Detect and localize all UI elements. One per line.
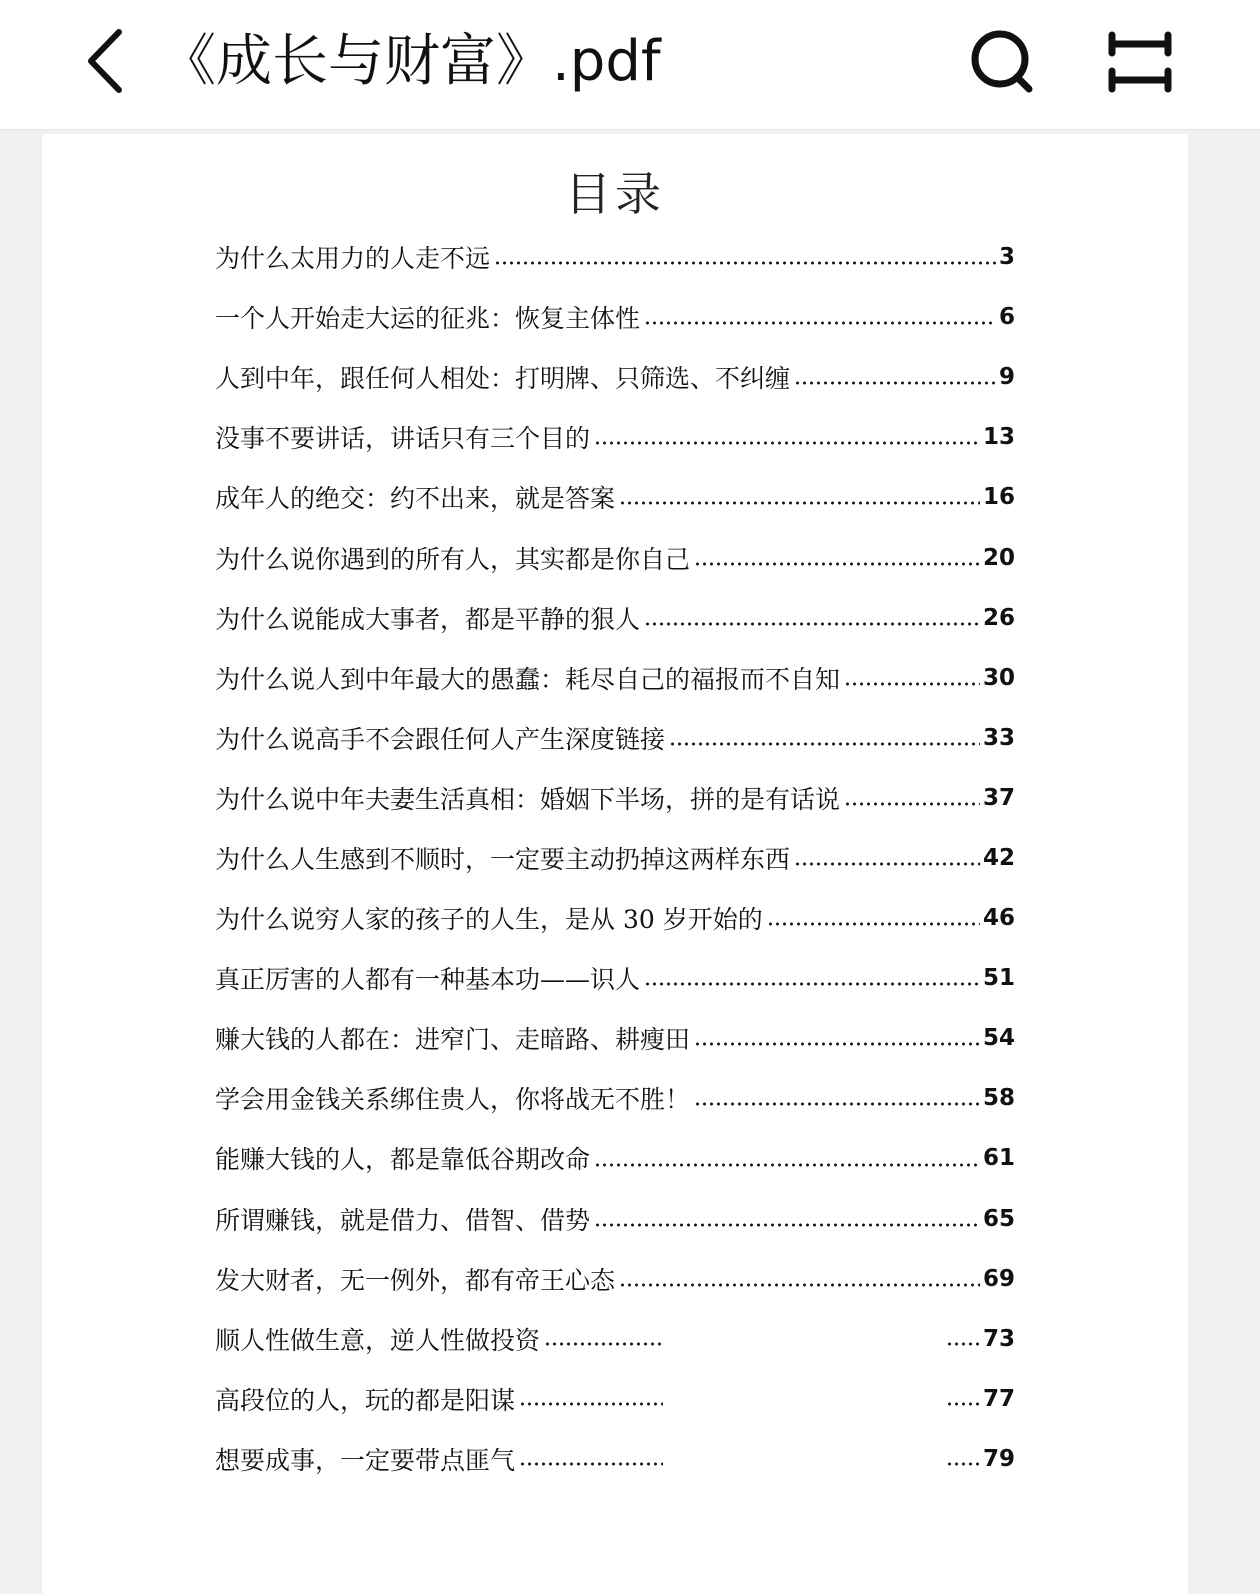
toc-entry-page-number: 13	[982, 424, 1015, 451]
toc-entry[interactable]	[215, 1249, 1015, 1309]
toc-entry[interactable]	[215, 768, 1015, 828]
toc-leader-dots	[794, 860, 980, 868]
toc-leader-dots	[519, 1461, 663, 1469]
toc-leader-dots	[946, 1401, 980, 1409]
toc-entry-page-number: 77	[982, 1385, 1015, 1412]
toc-entry-title: 为什么说你遇到的所有人，其实都是你自己	[215, 544, 691, 574]
toc-entry[interactable]	[215, 1008, 1015, 1068]
toc-entry[interactable]	[215, 1309, 1015, 1369]
toc-leader-dots	[694, 1100, 980, 1108]
back-button[interactable]	[70, 18, 140, 108]
toc-leader-dots	[594, 1161, 980, 1169]
toc-entry-title: 所谓赚钱，就是借力、借智、借势	[215, 1205, 591, 1235]
toc-entry-title: 成年人的绝交：约不出来，就是答案	[215, 484, 616, 514]
toc-leader-dots	[594, 1221, 980, 1229]
toc-entry-page-number: 65	[982, 1205, 1015, 1232]
toc-entry-title: 发大财者，无一例外，都有帝王心态	[215, 1265, 616, 1295]
search-button[interactable]	[962, 24, 1042, 104]
toc-entry[interactable]	[215, 1189, 1015, 1249]
toc-entry[interactable]	[215, 828, 1015, 888]
toc-entry-page-number: 58	[982, 1085, 1015, 1112]
toc-leader-dots	[844, 800, 980, 808]
toc-leader-dots	[544, 1341, 663, 1349]
toc-entry-title: 为什么人生感到不顺时，一定要主动扔掉这两样东西	[215, 844, 791, 874]
toc-entry-title: 为什么说人到中年最大的愚蠢：耗尽自己的福报而不自知	[215, 664, 841, 694]
toc-entry-page-number: 61	[982, 1145, 1015, 1172]
toc-entry-page-number: 73	[982, 1325, 1015, 1352]
toc-entry[interactable]	[215, 708, 1015, 768]
toc-leader-dots	[694, 560, 980, 568]
toc-leader-dots	[946, 1461, 980, 1469]
toc-entry-page-number: 79	[982, 1445, 1015, 1472]
toc-heading: 目录	[565, 167, 665, 221]
toc-entry-title: 高段位的人，玩的都是阳谋	[215, 1385, 516, 1415]
toc-entry[interactable]	[215, 1068, 1015, 1128]
top-app-bar	[0, 0, 1260, 130]
toc-entry-title: 为什么说穷人家的孩子的人生，是从 30 岁开始的	[215, 905, 763, 935]
toc-leader-dots	[644, 620, 980, 628]
toc-entry-page-number: 30	[982, 664, 1015, 691]
toc-entry-page-number: 42	[982, 844, 1015, 871]
search-icon	[967, 27, 1037, 101]
toc-entry[interactable]	[215, 347, 1015, 407]
toc-entry-title: 人到中年，跟任何人相处：打明牌、只筛选、不纠缠	[215, 364, 791, 394]
toc-entry-page-number: 69	[982, 1265, 1015, 1292]
toc-leader-dots	[619, 1281, 980, 1289]
toc-leader-dots	[594, 439, 980, 447]
toc-leader-dots	[519, 1401, 663, 1409]
toc-entry-title: 为什么说高手不会跟任何人产生深度链接	[215, 724, 666, 754]
table-of-contents	[215, 227, 1015, 1489]
toc-entry-page-number: 3	[998, 244, 1015, 271]
toc-leader-dots	[669, 740, 980, 748]
toc-entry-title: 为什么说中年夫妻生活真相：婚姻下半场，拼的是有话说	[215, 784, 841, 814]
toc-leader-dots	[794, 379, 996, 387]
toc-entry-title: 顺人性做生意，逆人性做投资	[215, 1325, 541, 1355]
toc-entry-page-number: 9	[998, 364, 1015, 391]
pdf-page[interactable]	[42, 134, 1188, 1594]
toc-entry-page-number: 54	[982, 1025, 1015, 1052]
toc-entry[interactable]	[215, 1429, 1015, 1489]
toc-leader-dots	[767, 920, 980, 928]
toc-entry-title: 真正厉害的人都有一种基本功——识人	[215, 965, 641, 995]
toc-entry-page-number: 33	[982, 724, 1015, 751]
toc-entry-page-number: 46	[982, 905, 1015, 932]
toc-leader-dots	[644, 319, 996, 327]
toc-entry-title: 没事不要讲话，讲话只有三个目的	[215, 424, 591, 454]
layout-toggle-button[interactable]	[1100, 24, 1180, 104]
toc-leader-dots	[619, 499, 980, 507]
toc-leader-dots	[844, 680, 980, 688]
document-title: 《成长与财富》.pdf	[160, 29, 661, 94]
toc-entry-page-number: 37	[982, 784, 1015, 811]
toc-entry-title: 能赚大钱的人，都是靠低谷期改命	[215, 1145, 591, 1175]
toc-entry[interactable]	[215, 407, 1015, 467]
toc-entry-title: 赚大钱的人都在：进窄门、走暗路、耕瘦田	[215, 1025, 691, 1055]
toc-entry-title: 一个人开始走大运的征兆：恢复主体性	[215, 304, 641, 334]
toc-leader-dots	[494, 259, 996, 267]
toc-entry-title: 学会用金钱关系绑住贵人，你将战无不胜！	[215, 1085, 691, 1115]
toc-entry[interactable]	[215, 287, 1015, 347]
toc-entry-page-number: 26	[982, 604, 1015, 631]
toc-entry[interactable]	[215, 888, 1015, 948]
toc-entry-title: 想要成事，一定要带点匪气	[215, 1445, 516, 1475]
toc-entry[interactable]	[215, 527, 1015, 587]
toc-entry[interactable]	[215, 948, 1015, 1008]
toc-entry-page-number: 20	[982, 544, 1015, 571]
toc-entry[interactable]	[215, 227, 1015, 287]
toc-entry-page-number: 6	[998, 304, 1015, 331]
toc-entry[interactable]	[215, 648, 1015, 708]
toc-entry-page-number: 16	[982, 484, 1015, 511]
toc-entry[interactable]	[215, 467, 1015, 527]
toc-entry-title: 为什么太用力的人走不远	[215, 244, 491, 274]
toc-entry[interactable]	[215, 1128, 1015, 1188]
toc-leader-dots	[694, 1040, 980, 1048]
toc-leader-dots	[644, 980, 980, 988]
toc-entry-title: 为什么说能成大事者，都是平静的狠人	[215, 604, 641, 634]
toc-entry-page-number: 51	[982, 965, 1015, 992]
layout-toggle-icon	[1107, 31, 1173, 97]
toc-entry[interactable]	[215, 1369, 1015, 1429]
chevron-left-icon	[83, 26, 127, 100]
toc-entry[interactable]	[215, 588, 1015, 648]
toc-leader-dots	[946, 1341, 980, 1349]
